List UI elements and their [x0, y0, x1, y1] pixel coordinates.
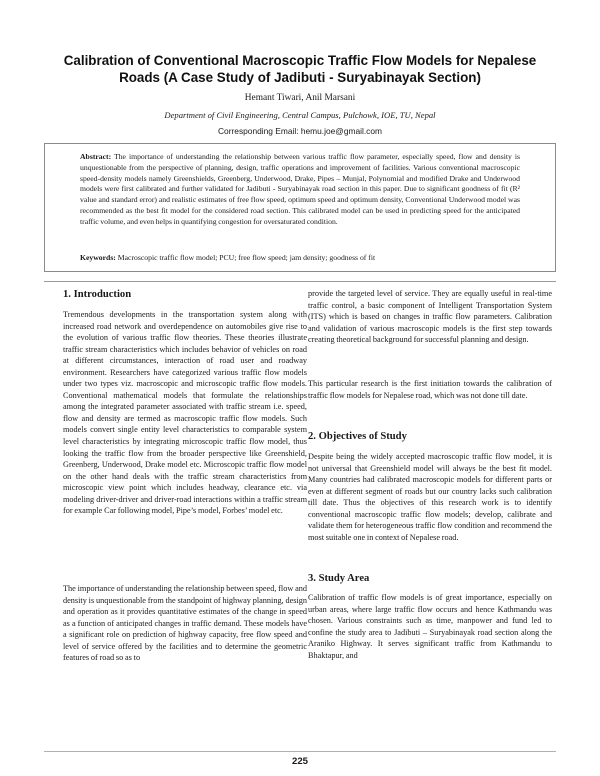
affiliation: Department of Civil Engineering, Central Campus, Pulchowk, IOE, TU, Nepal [164, 110, 436, 120]
intro-paragraph-2: The importance of understanding the relationship between speed, flow and density is unquestionable from the standpoint of highway planning, design and operation as it provides quantitative estimates of the change in speed as a function of anticipated changes in traffic demand. These models have a significant role on prediction of highway capacity, free flow speed and level of service offered by the facilities and to determine the geometric features of road so as to [63, 584, 307, 663]
intro-paragraph-1: Tremendous developments in the transportation system along with increased road network and overdependence on automobiles give rise to the evolution of various traffic flow theories. These theories illustrate traffic stream characteristics which includes behavior of vehicles on road at different circumstances, interaction of road user and roadway environment. Researchers have categorized various traffic flow models under two types viz. macroscopic and microscopic traffic flow models. Conventional mathematical models that formulate the relationships among the integrated parameter associated with traffic stream i.e. speed, flow and density are termed as macroscopic traffic flow models. Such models convert single entity level characteristics to comparable system level characteristics by integrating microscopic traffic flow model, thus looking the traffic flow from the broader perspective like Greenshield, Greenberg, Underwood, Drake model etc. Microscopic traffic flow model on the other hand deals with the traffic stream characteristics from microscopic view point which includes headway, clearance etc. via modeling driver-driver and driver-road interactions within a traffic stream for example Car following model, Pipe’s model, Forbes’ model etc. [63, 310, 307, 516]
authors: Hemant Tiwari, Anil Marsani [244, 93, 356, 103]
section-divider [44, 281, 556, 282]
keywords-text: Macroscopic traffic flow model; PCU; free flow speed; jam density; goodness of fit [115, 253, 376, 262]
objectives-paragraph: Despite being the widely accepted macroscopic traffic flow model, it is not universal that Greenshield model will always be the best fit model. Many countries had calibrated macroscopic models for different parts or even at different segment of roads but our country lacks such calibration till date. Thus the objectives of this research work is to identify conventional macroscopic traffic flow models; develop, calibrate and validate them for heterogeneous traffic flow condition and recommend the most suitable one in context of Nepalese road. [308, 452, 552, 542]
intro-paragraph-4: This particular research is the first initiation towards the calibration of traffic flow models for Nepalese road, which was not done till date. [308, 379, 552, 400]
keywords-label: Keywords: [80, 253, 116, 262]
page-number: 225 [291, 756, 308, 767]
keywords [80, 253, 520, 264]
study-area-paragraph: Calibration of traffic flow models is of great importance, especially on urban areas, where large traffic flow occurs and hence Kathmandu was chosen. Various constraints such as time, manpower and fund led to confine the study area to Jadibuti – Suryabinayak road section along the Araniko Highway. It serves significant traffic from Kathmandu to Bhaktapur, and [308, 593, 552, 660]
footer-rule [44, 751, 556, 752]
section-heading-introduction: 1. Introduction [63, 289, 132, 300]
section-heading-objectives: 2. Objectives of Study [308, 431, 407, 442]
section-heading-study-area: 3. Study Area [308, 573, 370, 584]
paper-title: Calibration of Conventional Macroscopic Traffic Flow Models for Nepalese Roads (A Case Study of Jadibuti - Suryabinayak Section) [63, 53, 537, 85]
abstract [80, 152, 520, 228]
corresponding-email: Corresponding Email: hemu.joe@gmail.com [218, 126, 382, 136]
abstract-label: Abstract: [80, 152, 112, 161]
abstract-text: The importance of understanding the relationship between various traffic flow parameter, especially speed, flow and density is unquestionable from the perspective of planning, design, traffic operations and improvement of facilities. Various conventional macroscopic speed-density models namely Greenshields, Greenberg, Underwood, Drake, Pipes – Munjal, Polynomial and modified Drake and Underwood models were first calibrated and further validated for Jadibuti - Suryabinayak road section in this paper. Due to significant goodness of fit (R² value and standard error) and realistic estimates of free flow speed, optimum speed and optimum density, Conventional Underwood model was recommended as the best fit model for the considered road section. This calibrated model can be used in predicting speed for the anticipated traffic volume, and even helps in quantifying congestion for oversaturated condition. [80, 152, 520, 226]
intro-paragraph-3: provide the targeted level of service. They are equally useful in real-time traffic control, a basic component of Intelligent Transportation System (ITS) which is based on changes in traffic flow parameters. Calibration and validation of various macroscopic models is the first step towards creating theoretical background for successful planning and design. [308, 289, 552, 345]
